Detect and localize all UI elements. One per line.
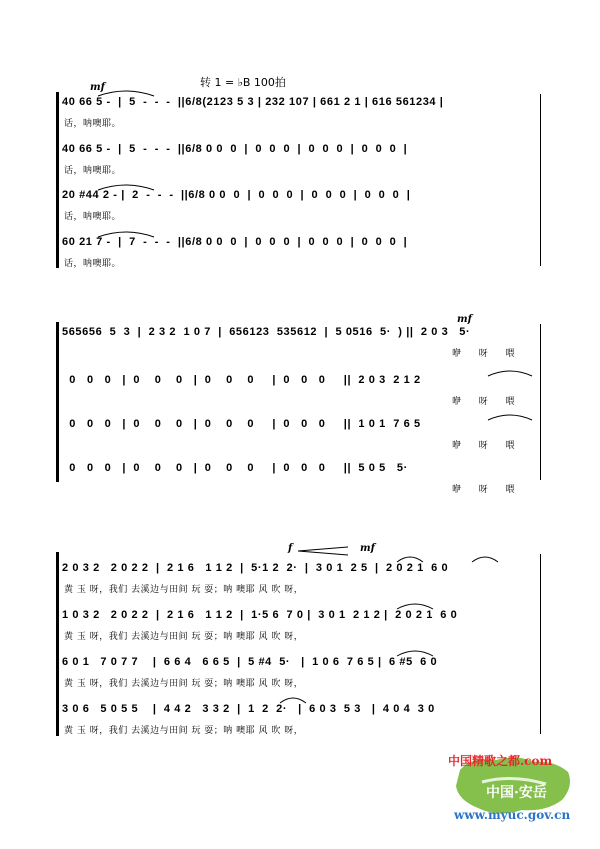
system-end-bar	[540, 554, 541, 734]
lyric-line: 话，呐噢耶。	[64, 212, 122, 222]
lyric-line: 咿 呀 喂	[452, 397, 519, 407]
watermark-line3: www.myuc.gov.cn	[454, 808, 571, 822]
slur-icon	[96, 86, 156, 98]
system-end-bar	[540, 324, 541, 480]
lyric-line: 话，呐噢耶。	[64, 166, 122, 176]
lyric-line: 话，呐噢耶。	[64, 259, 122, 269]
watermark-line2: 中国·安岳	[486, 785, 547, 801]
watermark-logo	[442, 746, 590, 830]
dynamic-mf: mf	[90, 82, 105, 93]
system-brace	[56, 322, 59, 482]
staff-row: 565656 5 3 | 2 3 2 1 0 7 | 656123 535612 | 5 0516 5· ) || 2 0 3 5·	[62, 326, 471, 338]
staff-row: 20 #44 2 - | 2 - - - ||6/8 0 0 0 | 0 0 0 | 0 0 0 | 0 0 0 |	[62, 189, 411, 201]
slur-icon	[395, 599, 435, 611]
staff-row: 0 0 0 | 0 0 0 | 0 0 0 | 0 0 0 || 2 0 3 2 1 2	[62, 374, 421, 386]
lyric-line: 咿 呀 喂	[452, 441, 519, 451]
watermark-line1: 中国精歌之都.com	[448, 754, 553, 768]
staff-row: 2 0 3 2 2 0 2 2 | 2 1 6 1 1 2 | 5·1 2 2· | 3 0 1 2 5 | 2 0 2 1 6 0	[62, 562, 449, 574]
slur-icon	[470, 552, 500, 564]
staff-row: 60 21 7 - | 7 - - - ||6/8 0 0 0 | 0 0 0 | 0 0 0 | 0 0 0 |	[62, 236, 408, 248]
lyric-line: 咿 呀 喂	[452, 485, 519, 495]
system-end-bar	[540, 94, 541, 266]
slur-icon	[486, 366, 534, 378]
staff-row: 6 0 1 7 0 7 7 | 6 6 4 6 6 5 | 5 #4 5· | 1 0 6 7 6 5 | 6 #5 6 0	[62, 656, 438, 668]
staff-row: 3 0 6 5 0 5 5 | 4 4 2 3 3 2 | 1 2 2· | 6 0 3 5 3 | 4 0 4 3 0	[62, 703, 435, 715]
slur-icon	[395, 646, 435, 658]
staff-row: 0 0 0 | 0 0 0 | 0 0 0 | 0 0 0 || 1 0 1 7 6 5	[62, 418, 421, 430]
staff-row: 1 0 3 2 2 0 2 2 | 2 1 6 1 1 2 | 1·5 6 7 0 | 3 0 1 2 1 2 | 2 0 2 1 6 0	[62, 609, 458, 621]
dynamic-mf: mf	[360, 543, 375, 554]
lyric-line: 话，呐噢耶。	[64, 119, 122, 129]
staff-row: 40 66 5 - | 5 - - - ||6/8 0 0 0 | 0 0 0 | 0 0 0 | 0 0 0 |	[62, 143, 408, 155]
slur-icon	[486, 410, 534, 422]
slur-icon	[278, 693, 308, 705]
dynamic-f: f	[288, 543, 293, 554]
slur-icon	[395, 552, 425, 564]
staff-row: 0 0 0 | 0 0 0 | 0 0 0 | 0 0 0 || 5 0 5 5·	[62, 462, 408, 474]
slur-icon	[96, 227, 156, 239]
staff-row: 40 66 5 - | 5 - - - ||6/8(2123 5 3 | 232 107 | 661 2 1 | 616 561234 |	[62, 96, 444, 108]
lyric-line: 黄 玉 呀，我们 去溪边与田间 玩 耍；呐 噢耶 风 吹 呀，	[64, 585, 304, 595]
lyric-line: 黄 玉 呀，我们 去溪边与田间 玩 耍；呐 噢耶 风 吹 呀，	[64, 632, 304, 642]
system-brace	[56, 552, 59, 736]
dynamic-mf: mf	[457, 314, 472, 325]
lyric-line: 黄 玉 呀，我们 去溪边与田间 玩 耍；呐 噢耶 风 吹 呀，	[64, 726, 304, 736]
tempo-marking: 转 1 = ♭B 100拍	[200, 76, 286, 89]
lyric-line: 咿 呀 喂	[452, 349, 519, 359]
system-brace	[56, 92, 59, 268]
lyric-line: 黄 玉 呀，我们 去溪边与田间 玩 耍；呐 噢耶 风 吹 呀，	[64, 679, 304, 689]
slur-icon	[96, 180, 156, 192]
hairpin-icon	[298, 546, 350, 556]
